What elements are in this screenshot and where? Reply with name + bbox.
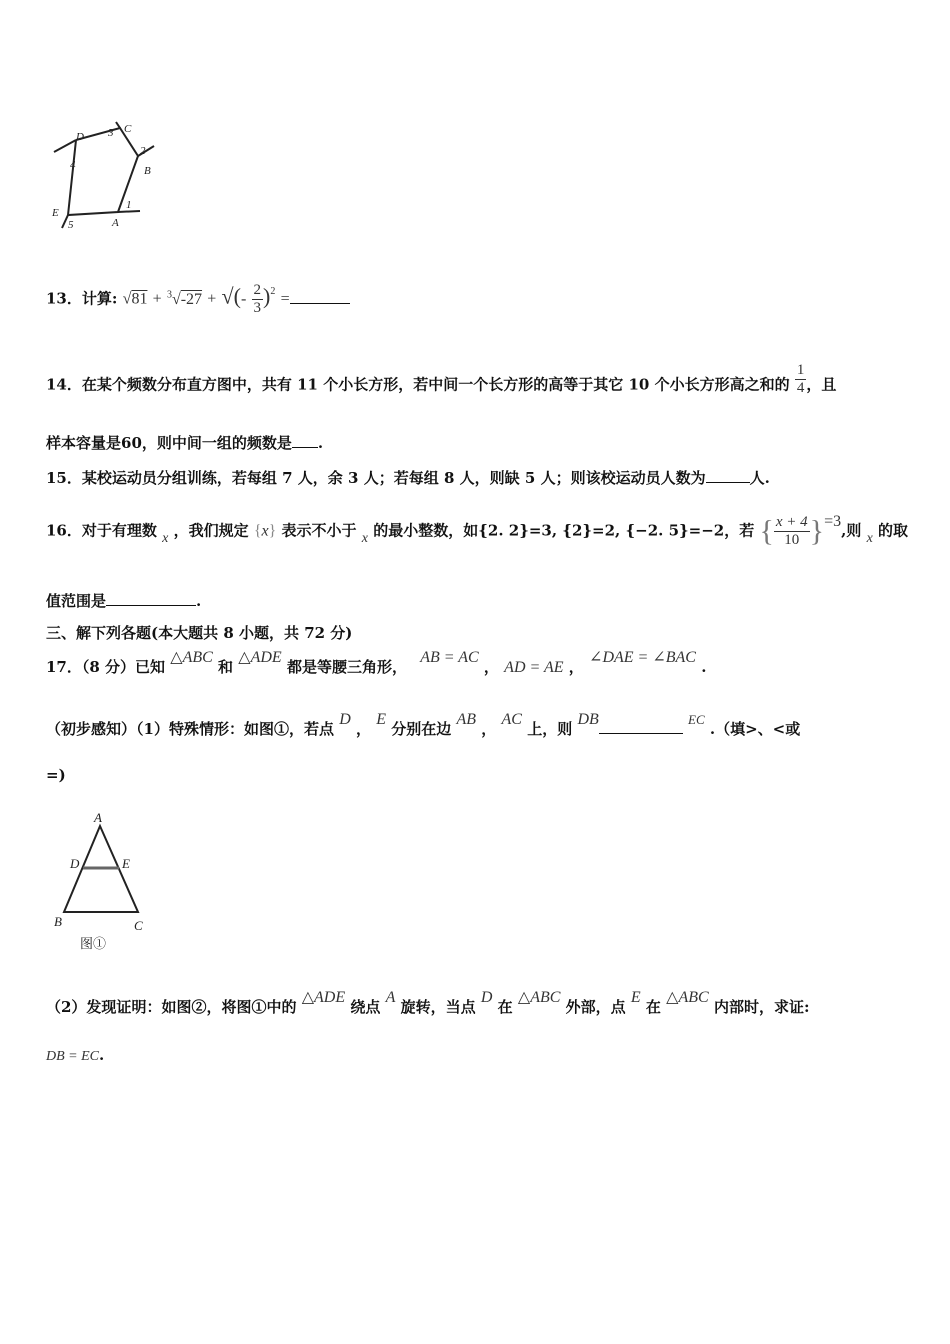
q17-comma2: ， <box>568 658 584 676</box>
paren-close: ) <box>263 283 271 309</box>
q15-t1: 某校运动员分组训练，若每组 <box>81 469 277 487</box>
question-17-part2 <box>46 989 810 1017</box>
q16-t6: 的取 <box>878 521 909 540</box>
fig1-label-B: B <box>54 914 62 929</box>
fig1-label-E: E <box>122 856 130 871</box>
q15-t2: 人，余 <box>297 469 343 487</box>
fig1-label-C: C <box>134 918 143 933</box>
q16-eq: =3 <box>824 512 842 530</box>
q14-n10: 10 <box>628 375 650 394</box>
q17-number: 17． <box>46 658 82 676</box>
question-17-part2-line2 <box>46 1046 104 1065</box>
q17-p2a: （2）发现证明：如图②，将图①中的 <box>46 998 297 1016</box>
q17-p2-D: D <box>480 989 493 1006</box>
q17-dot: . <box>701 658 707 676</box>
q17-p2g: 内部时，求证: <box>713 998 810 1016</box>
big-brace-close: } <box>809 514 825 548</box>
q17-p1-comma2: ， <box>481 720 497 738</box>
q13-frac-num: 2 <box>253 282 262 298</box>
brace-close: } <box>268 522 277 540</box>
cbrt-radicand: -27 <box>180 290 203 308</box>
cbrt-neg27: $^3$√-27 <box>166 289 203 308</box>
q14-text4: ，且 <box>806 375 837 394</box>
question-15 <box>46 467 770 488</box>
q14-number: 14． <box>46 375 82 394</box>
label-3: 3 <box>108 127 114 139</box>
label-E: E <box>52 207 59 219</box>
label-5: 5 <box>68 219 74 231</box>
fig1-label-D: D <box>70 856 80 871</box>
question-16 <box>46 514 908 549</box>
q16-frac-den: 10 <box>774 531 810 549</box>
q14-line2-end: . <box>317 434 324 452</box>
label-D: D <box>76 131 84 143</box>
brace-open: { <box>253 522 262 540</box>
q17-and: 和 <box>218 658 234 676</box>
question-17 <box>46 649 707 677</box>
q16-t4: 的最小整数，如{2. 2}=3, {2}=2, {−2. 5}=−2，若 <box>373 521 755 540</box>
q17-eq2: AD = AE <box>504 659 564 676</box>
q13-answer-blank[interactable] <box>290 303 350 304</box>
q13-fraction <box>252 282 264 317</box>
section-3-title: 三、解下列各题(本大题共 8 小题，共 72 分) <box>46 624 353 642</box>
q17-eq1: AB = AC <box>420 649 479 666</box>
sqrt-81: √81 <box>122 290 148 308</box>
q16-t2: ，我们规定 <box>173 521 249 540</box>
q15-n7: 7 <box>282 469 293 487</box>
q15-n8: 8 <box>443 469 455 487</box>
q17-sAC: AC <box>501 711 522 728</box>
q17-pE: E <box>376 711 387 728</box>
q15-t6: 人. <box>749 469 770 487</box>
q17-comma1: ， <box>483 658 499 676</box>
q15-t3: 人；若每组 <box>363 469 439 487</box>
q17-p2f: 在 <box>645 998 661 1016</box>
q17-tri2: △ADE <box>238 649 282 666</box>
q16-line2: 值范围是 <box>46 592 107 610</box>
q17-p1a: （初步感知）（1）特殊情形：如图①，若点 <box>46 720 334 738</box>
question-14-line2 <box>46 432 323 453</box>
q17-eq3: ∠DAE = ∠BAC <box>589 649 696 666</box>
q14-frac-den: 4 <box>796 380 805 396</box>
q16-answer-blank[interactable] <box>106 605 196 606</box>
q17-p2-tri3: △ABC <box>666 989 709 1006</box>
q13-lead: 计算: <box>81 289 118 308</box>
triangle-figure-1 <box>50 808 160 958</box>
q13-plus2: + <box>207 290 217 308</box>
q17-p1d: .（填>、<或 <box>709 720 801 738</box>
q14-fraction <box>795 362 807 397</box>
q13-plus1: + <box>152 290 162 308</box>
q14-n11: 11 <box>297 375 318 394</box>
q17-score: （8 分）已知 <box>81 658 166 676</box>
q17-tri1: △ABC <box>170 649 213 666</box>
q13-neg: - <box>240 290 247 308</box>
q17-t1: 都是等腰三角形， <box>286 658 407 676</box>
question-16-line2 <box>46 590 201 611</box>
q13-exp: 2 <box>270 285 276 297</box>
sqrt-radicand: 81 <box>131 290 148 308</box>
q17-sEC: EC <box>688 712 705 727</box>
q13-equals: = <box>280 290 290 308</box>
question-17-part1 <box>46 711 801 739</box>
q17-p2-tri2: △ABC <box>517 989 561 1006</box>
question-14 <box>46 362 837 403</box>
q16-x1: x <box>162 530 169 546</box>
q13-frac-den: 3 <box>253 300 262 316</box>
q16-x2: x <box>361 530 369 546</box>
q16-number: 16． <box>46 521 82 540</box>
q17-p1c: 上，则 <box>527 720 573 738</box>
q15-answer-blank[interactable] <box>706 482 750 483</box>
q17-p1-comma: ， <box>355 720 371 738</box>
q16-t1: 对于有理数 <box>81 521 157 540</box>
q16-line2-end: . <box>196 592 202 610</box>
q17-p1b: 分别在边 <box>391 720 452 738</box>
q14-n60: 60 <box>121 434 142 452</box>
label-2: 2 <box>140 145 146 157</box>
q15-t5: 人；则该校运动员人数为 <box>540 469 706 487</box>
q14-text2: 个小长方形，若中间一个长方形的高等于其它 <box>323 375 624 394</box>
pentagon-figure <box>48 118 163 236</box>
q15-n3: 3 <box>348 469 359 487</box>
q15-t4: 人，则缺 <box>459 469 520 487</box>
q14-answer-blank[interactable] <box>292 447 318 448</box>
q14-line2a: 样本容量是 <box>46 434 122 452</box>
q14-text1: 在某个频数分布直方图中，共有 <box>81 375 292 394</box>
q17-p2-tri: △ADE <box>301 989 346 1006</box>
sqrt-frac-squared: √ <box>221 283 234 309</box>
q14-frac-num: 1 <box>796 362 805 378</box>
label-A: A <box>112 217 119 229</box>
question-17-part1-line2 <box>46 766 66 784</box>
q17-p2c: 旋转，当点 <box>400 998 476 1016</box>
q17-p2-E: E <box>630 989 641 1006</box>
label-C: C <box>124 123 132 135</box>
q17-p2-eq: DB = EC <box>46 1049 99 1064</box>
q16-brace-x: x <box>261 522 269 540</box>
label-4: 4 <box>70 159 76 171</box>
q15-number: 15． <box>46 469 82 487</box>
q17-sDB: DB <box>577 711 599 728</box>
q17-compare-blank[interactable] <box>599 733 683 734</box>
label-1: 1 <box>126 199 132 211</box>
q15-n5: 5 <box>524 469 536 487</box>
fig1-caption: 图① <box>80 937 107 952</box>
q17-pD: D <box>339 711 351 728</box>
q16-t5: ,则 <box>841 521 862 540</box>
q14-line2b: ，则中间一组的频数是 <box>141 434 292 452</box>
q17-p2b: 绕点 <box>350 998 381 1016</box>
q16-frac-num: x + 4 <box>775 514 808 530</box>
cbrt-index: 3 <box>166 289 172 301</box>
question-13 <box>46 282 350 317</box>
q17-p2e: 外部，点 <box>565 998 626 1016</box>
q17-p1e: =) <box>46 766 66 784</box>
q16-x3: x <box>866 530 873 546</box>
label-B: B <box>144 165 151 177</box>
q13-number: 13． <box>46 289 82 308</box>
q16-fraction <box>774 514 810 549</box>
q17-p2-end: . <box>99 1046 105 1064</box>
q17-p2-A: A <box>385 989 396 1006</box>
q14-text3: 个小长方形高之和的 <box>654 375 790 394</box>
q17-p2d: 在 <box>497 998 513 1016</box>
q17-sAB: AB <box>456 711 477 728</box>
paren-open: ( <box>233 283 241 309</box>
big-brace-open: { <box>759 514 774 548</box>
q16-t3: 表示不小于 <box>281 521 357 540</box>
fig1-label-A: A <box>94 810 102 825</box>
